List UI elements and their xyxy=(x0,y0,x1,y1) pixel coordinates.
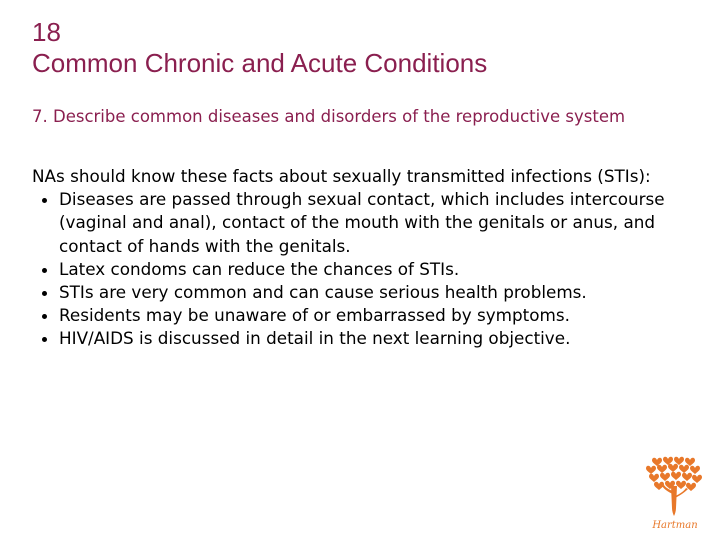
bullet-text: Diseases are passed through sexual contact, which includes intercourse (vaginal and anal), contact of the mouth with the genitals or anus, and contact of hands with the genitals. xyxy=(59,189,665,256)
bullet-icon xyxy=(42,337,47,342)
bullet-item xyxy=(32,188,702,258)
intro-text: NAs should know these facts about sexually transmitted infections (STIs): xyxy=(32,166,651,186)
hartman-logo xyxy=(644,456,706,534)
bullet-item xyxy=(32,258,702,281)
bullet-list xyxy=(32,188,702,350)
bullet-text: Residents may be unaware of or embarrassed by symptoms. xyxy=(59,305,570,326)
slide-header xyxy=(32,17,487,79)
chapter-number: 18 xyxy=(32,17,61,47)
bullet-text: HIV/AIDS is discussed in detail in the next learning objective. xyxy=(59,328,571,349)
bullet-icon xyxy=(42,198,47,203)
bullet-icon xyxy=(42,314,47,319)
slide-body xyxy=(32,165,702,351)
bullet-text: Latex condoms can reduce the chances of STIs. xyxy=(59,258,460,279)
bullet-icon xyxy=(42,291,47,296)
bullet-item xyxy=(32,327,702,350)
bullet-icon xyxy=(42,268,47,273)
heart-tree-logo-icon xyxy=(644,456,706,534)
learning-objective: 7. Describe common diseases and disorders of the reproductive system xyxy=(32,107,626,126)
chapter-title: Common Chronic and Acute Conditions xyxy=(32,48,488,78)
bullet-item xyxy=(32,281,702,304)
logo-wordmark: Hartman xyxy=(652,520,698,531)
bullet-text: STIs are very common and can cause serious health problems. xyxy=(59,282,587,303)
bullet-item xyxy=(32,304,702,327)
